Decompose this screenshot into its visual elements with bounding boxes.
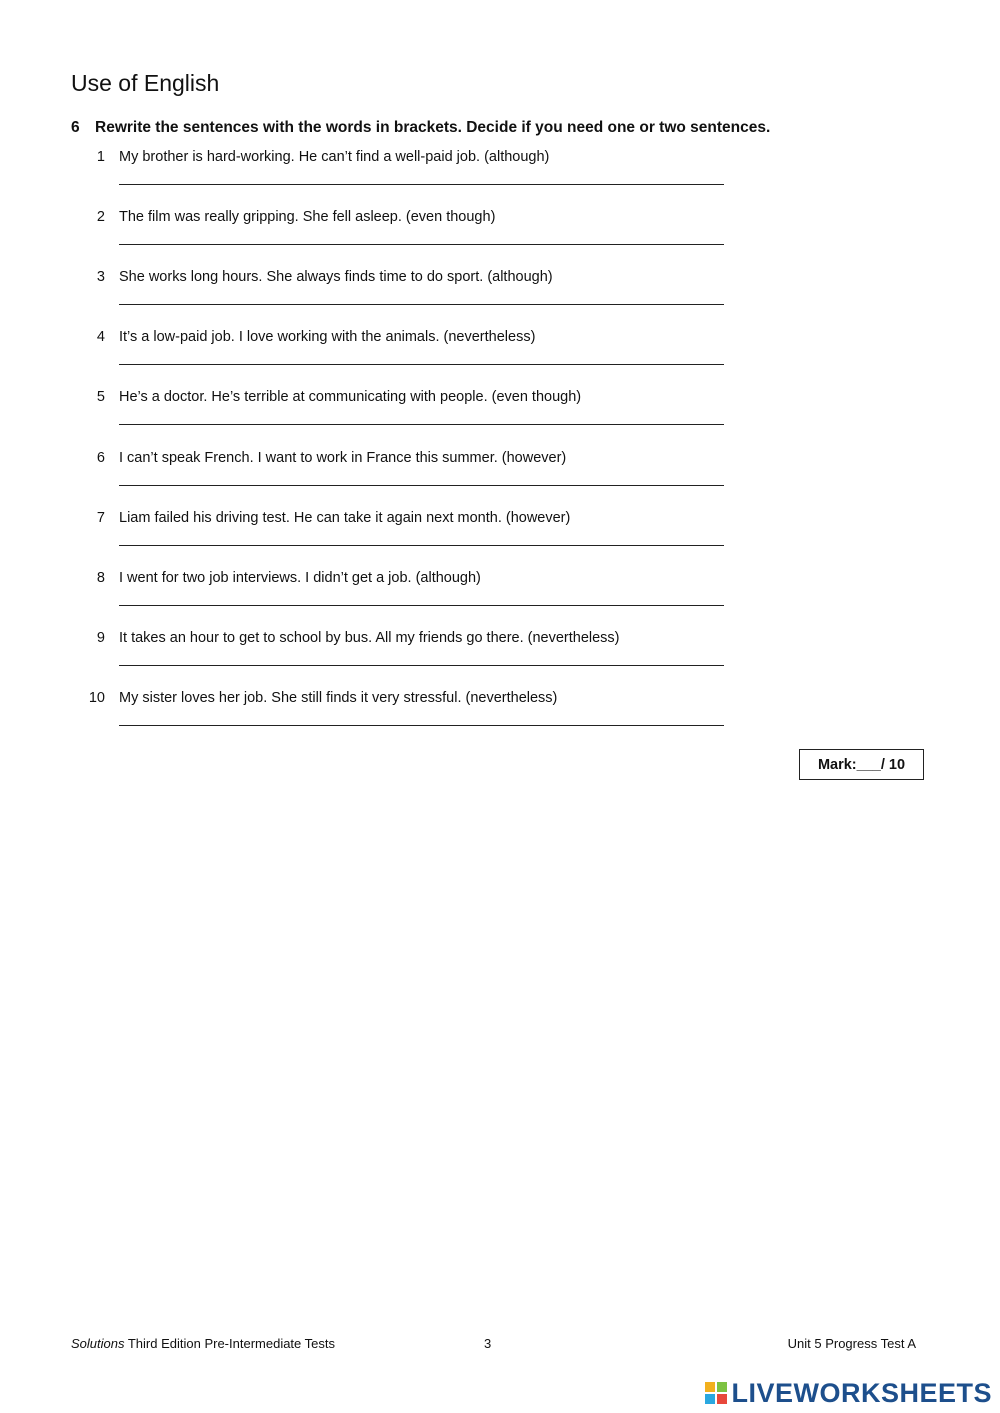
item-number: 4 — [96, 329, 105, 345]
answer-input[interactable] — [119, 424, 724, 425]
footer-book-title-rest: Third Edition Pre-Intermediate Tests — [124, 1336, 335, 1351]
item-sentence: She works long hours. She always finds time to do sport. (although) — [119, 269, 553, 285]
exercise-item — [0, 570, 1000, 630]
item-sentence: He’s a doctor. He’s terrible at communicating with people. (even though) — [119, 389, 582, 405]
liveworksheets-logo — [705, 1377, 992, 1409]
liveworksheets-logo-text: LIVEWORKSHEETS — [731, 1377, 992, 1408]
mark-box — [799, 749, 924, 780]
item-sentence: My brother is hard-working. He can’t find a well-paid job. (although) — [119, 149, 550, 165]
answer-input[interactable] — [119, 244, 724, 245]
item-number: 10 — [88, 690, 105, 706]
answer-input[interactable] — [119, 725, 724, 726]
footer-page-number: 3 — [484, 1336, 492, 1351]
answer-input[interactable] — [119, 184, 724, 185]
answer-input[interactable] — [119, 304, 724, 305]
exercise-item — [0, 690, 1000, 750]
mark-label: Mark: — [817, 756, 857, 773]
task-instruction — [71, 119, 770, 137]
item-number: 6 — [96, 450, 105, 466]
exercise-item — [0, 450, 1000, 510]
logo-square-icon — [717, 1394, 727, 1404]
exercise-item — [0, 329, 1000, 389]
answer-input[interactable] — [119, 665, 724, 666]
footer-book-title-italic: Solutions — [71, 1336, 125, 1351]
item-number: 8 — [96, 570, 105, 586]
item-sentence: My sister loves her job. She still finds it very stressful. (nevertheless) — [119, 690, 558, 706]
mark-total: / 10 — [880, 756, 906, 773]
item-number: 9 — [96, 630, 105, 646]
logo-square-icon — [705, 1382, 715, 1392]
item-number: 2 — [96, 209, 105, 225]
item-sentence: It takes an hour to get to school by bus. All my friends go there. (nevertheless) — [119, 630, 620, 646]
item-sentence: Liam failed his driving test. He can take it again next month. (however) — [119, 510, 571, 526]
logo-square-icon — [717, 1382, 727, 1392]
exercise-item — [0, 389, 1000, 449]
task-instruction-text: Rewrite the sentences with the words in brackets. Decide if you need one or two sentences. — [95, 119, 771, 136]
item-sentence: The film was really gripping. She fell asleep. (even though) — [119, 209, 496, 225]
answer-input[interactable] — [119, 545, 724, 546]
logo-square-icon — [705, 1394, 715, 1404]
exercise-item — [0, 269, 1000, 329]
answer-input[interactable] — [119, 605, 724, 606]
task-number: 6 — [71, 119, 80, 136]
item-number: 3 — [96, 269, 105, 285]
footer-unit: Unit 5 Progress Test A — [787, 1336, 916, 1351]
item-number: 1 — [96, 149, 105, 165]
exercise-item — [0, 630, 1000, 690]
section-title: Use of English — [71, 70, 220, 96]
item-sentence: It’s a low-paid job. I love working with the animals. (nevertheless) — [119, 329, 536, 345]
item-sentence: I can’t speak French. I want to work in France this summer. (however) — [119, 450, 567, 466]
liveworksheets-logo-icon — [705, 1382, 727, 1404]
mark-blank: ___ — [856, 756, 881, 773]
item-number: 7 — [96, 510, 105, 526]
exercise-item — [0, 149, 1000, 209]
item-number: 5 — [96, 389, 105, 405]
item-sentence: I went for two job interviews. I didn’t get a job. (although) — [119, 570, 481, 586]
answer-input[interactable] — [119, 485, 724, 486]
exercise-item — [0, 209, 1000, 269]
footer-book-title — [71, 1336, 335, 1351]
exercise-item — [0, 510, 1000, 570]
answer-input[interactable] — [119, 364, 724, 365]
